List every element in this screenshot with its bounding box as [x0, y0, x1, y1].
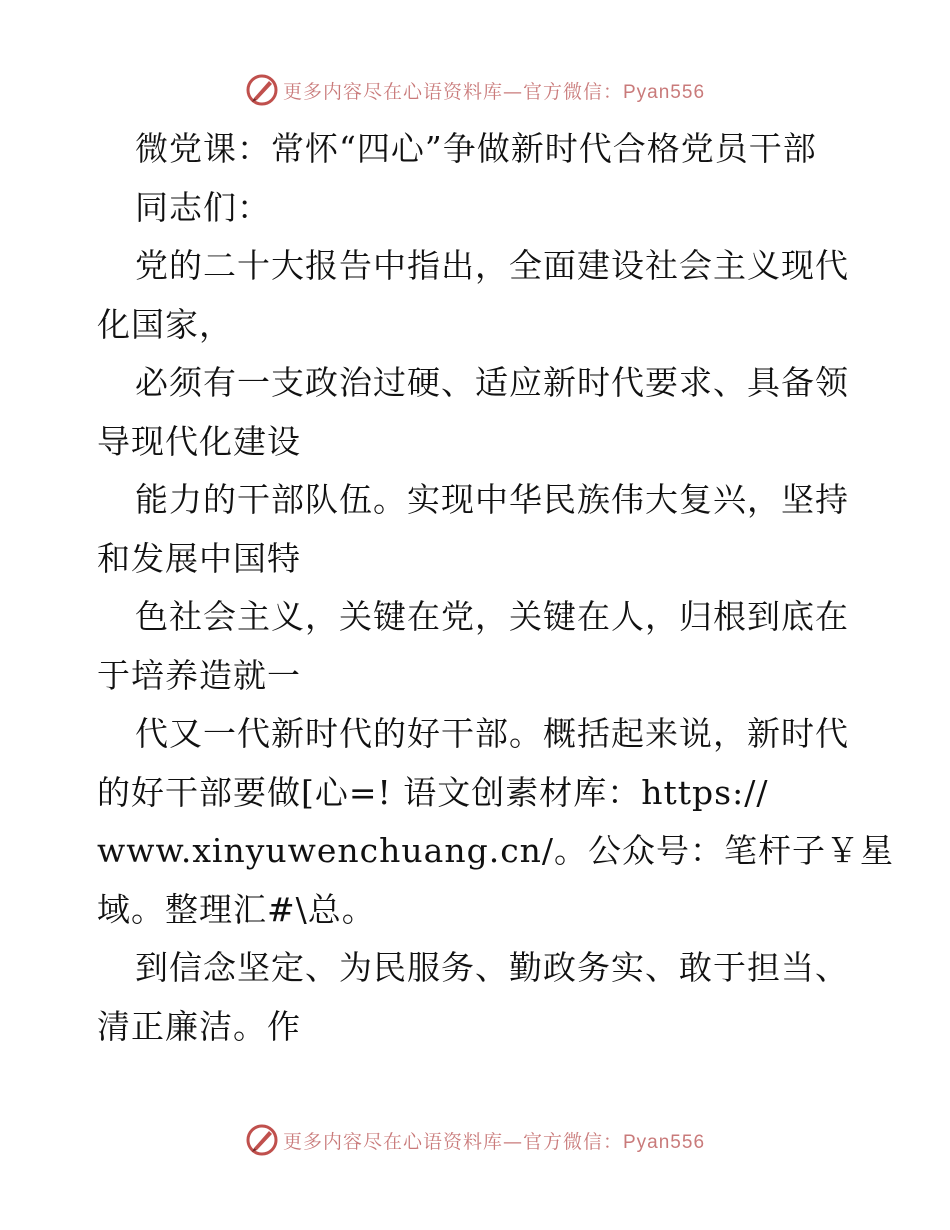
pen-logo-icon: [245, 1123, 279, 1157]
text-line: 域。整理汇#\总。: [97, 889, 376, 929]
banner-text: 更多内容尽在心语资料库—官方微信：Pyan556: [282, 80, 706, 103]
banner-text: 更多内容尽在心语资料库—官方微信：Pyan556: [282, 1130, 706, 1153]
text-line: 导现代化建设: [97, 421, 301, 461]
text-line: 清正廉洁。作: [97, 1006, 301, 1046]
text-line: 色社会主义，关键在党，关键在人，归根到底在: [135, 597, 849, 636]
text-line: 党的二十大报告中指出，全面建设社会主义现代: [135, 246, 849, 285]
text-line: 必须有一支政治过硬、适应新时代要求、具备领: [135, 363, 849, 402]
pen-logo-icon: [245, 73, 279, 107]
text-line: www.xinyuwenchuang.cn/。公众号：笔杆子￥星: [97, 831, 895, 870]
text-line: 微党课：常怀“四心”争做新时代合格党员干部: [135, 129, 817, 168]
document-body: [97, 120, 895, 1056]
footer-banner: [0, 1120, 950, 1160]
text-line: 同志们：: [135, 187, 271, 227]
text-line: 化国家，: [97, 304, 233, 344]
text-line: 代又一代新时代的好干部。概括起来说，新时代: [135, 714, 849, 753]
text-line: 到信念坚定、为民服务、勤政务实、敢于担当、: [135, 948, 849, 987]
header-banner: [0, 70, 950, 110]
text-line: 能力的干部队伍。实现中华民族伟大复兴，坚持: [135, 480, 849, 519]
text-line: 的好干部要做[心=! 语文创素材库：https://: [97, 772, 769, 812]
wechat-id: Pyan556: [623, 81, 706, 103]
wechat-id: Pyan556: [623, 1131, 706, 1153]
text-line: 于培养造就一: [97, 655, 301, 695]
text-line: 和发展中国特: [97, 538, 301, 578]
